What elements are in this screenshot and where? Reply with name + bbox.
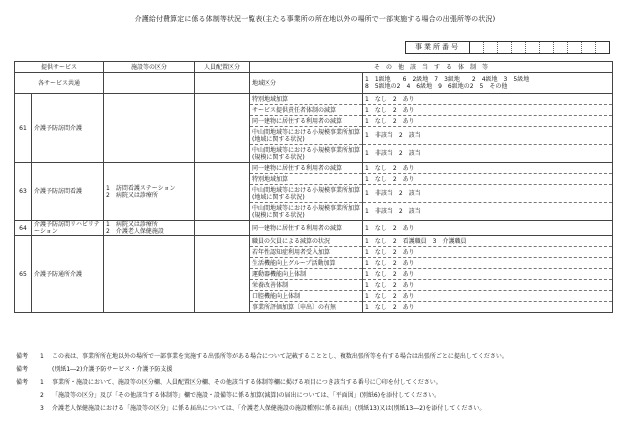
header-service: 提供サービス xyxy=(15,62,104,73)
header-staffing: 人員配置区分 xyxy=(195,62,250,73)
facility-options[interactable] xyxy=(104,94,195,163)
facility-options[interactable] xyxy=(104,236,195,313)
staffing-cell[interactable] xyxy=(195,236,250,313)
region-values xyxy=(363,73,613,94)
item-options[interactable]: 1 なし 2 あり xyxy=(363,94,613,105)
notes-section xyxy=(16,350,616,415)
service-code: 65 xyxy=(15,236,32,313)
office-number-label: 事業所番号 xyxy=(406,42,470,53)
note-index: 2 xyxy=(40,392,44,399)
item-options[interactable]: 1 非該当 2 該当 xyxy=(363,127,613,145)
item-options[interactable]: 1 なし 2 あり xyxy=(363,269,613,280)
item-label: 栄養改善体制 xyxy=(250,280,363,291)
item-label: 事業所評価加算〔申出〕の有無 xyxy=(250,302,363,313)
header-other: そ の 他 該 当 す る 体 制 等 xyxy=(250,62,613,73)
common-staffing xyxy=(195,73,250,94)
item-options[interactable]: 1 非該当 2 該当 xyxy=(363,185,613,203)
item-label: 若年性認知症利用者受入加算 xyxy=(250,247,363,258)
service-name: 介護予防通所介護 xyxy=(32,236,104,313)
item-options[interactable]: 1 なし 2 あり xyxy=(363,105,613,116)
status-table xyxy=(14,61,613,313)
item-label: 中山間地域等における小規模事業所加算(規模に関する状況) xyxy=(250,145,363,163)
item-options[interactable]: 1 なし 2 あり xyxy=(363,163,613,174)
document-title: 介護給付費算定に係る体制等状況一覧表(主たる事業所の所在地以外の場所で一部実施する場合の出張所等の状況) xyxy=(134,15,496,23)
note-item xyxy=(16,402,616,415)
item-label: 職員の欠員による減算の状況 xyxy=(250,236,363,247)
note-item xyxy=(16,376,616,389)
item-options[interactable]: 1 なし 2 あり xyxy=(363,302,613,313)
item-options[interactable]: 1 なし 2 あり xyxy=(363,174,613,185)
note-text: この表は、事業所所在地以外の場所で一部事業を実施する出張所等がある場合について記載することとし、複数出張所等を有する場合は出張所ごとに提出してください。 xyxy=(52,353,508,360)
common-label: 各サービス共通 xyxy=(15,73,104,94)
table-row xyxy=(15,236,613,247)
item-label: サービス提供責任者体制の減算 xyxy=(250,105,363,116)
note-text: (別紙1―2)介護予防サービス・介護予防支援 xyxy=(52,366,173,373)
item-options[interactable]: 1 なし 2 あり xyxy=(363,247,613,258)
item-label: 同一建物に居住する利用者の減算 xyxy=(250,163,363,174)
item-label: 同一建物に居住する利用者の減算 xyxy=(250,221,363,236)
facility-options[interactable]: 1 訪問看護ステーション 2 病院又は診療所 xyxy=(104,163,195,221)
service-code: 64 xyxy=(15,221,32,236)
item-label: 特別地域加算 xyxy=(250,94,363,105)
table-row xyxy=(15,94,613,105)
note-item xyxy=(16,363,616,376)
note-item xyxy=(16,350,616,363)
office-number-box xyxy=(405,41,610,54)
item-label: 特別地域加算 xyxy=(250,174,363,185)
item-options[interactable]: 1 なし 2 あり xyxy=(363,221,613,236)
note-text: 「施設等の区分」及び「その他該当する体制等」欄で施設・設備等に係る加算(減算)の届出については、「平面図」(別紙6)を添付してください。 xyxy=(52,392,441,399)
item-options[interactable]: 1 なし 2 あり xyxy=(363,291,613,302)
facility-options[interactable]: 1 病院又は診療所 2 介護老人保健施設 xyxy=(104,221,195,236)
staffing-cell[interactable] xyxy=(195,163,250,221)
item-options[interactable]: 1 なし 2 あり xyxy=(363,258,613,269)
note-index: 1 xyxy=(40,379,44,386)
table-row xyxy=(15,221,613,236)
service-name: 介護予防訪問リハビリテーション xyxy=(32,221,104,236)
common-facility xyxy=(104,73,195,94)
item-options[interactable]: 1 非該当 2 該当 xyxy=(363,203,613,221)
note-text: 介護老人保健施設における「施設等の区分」に係る届出については、「介護老人保健施設の施設種別に係る届出」(別紙13)又は(別紙13―2)を添付してください。 xyxy=(52,405,486,412)
staffing-cell[interactable] xyxy=(195,94,250,163)
note-item xyxy=(16,389,616,402)
region-values-line1: 1 1級地 6 2級地 7 3級地 2 4級地 3 5級地 xyxy=(365,76,530,83)
note-label: 備考 xyxy=(16,366,29,373)
common-item: 地域区分 xyxy=(250,73,363,94)
region-values-line2: 8 5級地の2 4 6級地 9 6級地の2 5 その他 xyxy=(365,83,508,90)
item-options[interactable]: 1 なし 2 看護職員 3 介護職員 xyxy=(363,236,613,247)
item-label: 中山間地域等における小規模事業所加算(地域に関する状況) xyxy=(250,127,363,145)
staffing-cell[interactable] xyxy=(195,221,250,236)
header-facility: 施設等の区分 xyxy=(104,62,195,73)
item-label: 口腔機能向上体制 xyxy=(250,291,363,302)
service-code: 61 xyxy=(15,94,32,163)
item-label: 同一建物に居住する利用者の減算 xyxy=(250,116,363,127)
common-row xyxy=(15,73,613,94)
office-number-cells[interactable] xyxy=(470,42,609,53)
note-label: 備考 xyxy=(16,353,29,360)
note-index: 3 xyxy=(40,405,44,412)
item-options[interactable]: 1 なし 2 あり xyxy=(363,280,613,291)
note-index: 1 xyxy=(40,353,44,360)
note-label: 備考 xyxy=(16,379,29,386)
item-options[interactable]: 1 非該当 2 該当 xyxy=(363,145,613,163)
item-label: 運動器機能向上体制 xyxy=(250,269,363,280)
item-options[interactable]: 1 なし 2 あり xyxy=(363,116,613,127)
service-code: 63 xyxy=(15,163,32,221)
item-label: 中山間地域等における小規模事業所加算(規模に関する状況) xyxy=(250,203,363,221)
header-row xyxy=(15,62,613,73)
table-row xyxy=(15,163,613,174)
item-label: 中山間地域等における小規模事業所加算(地域に関する状況) xyxy=(250,185,363,203)
note-text: 事業所・施設において、施設等の区分欄、人員配置区分欄、その他該当する体制等欄に掲げる項目につき該当する番号に〇印を付してください。 xyxy=(52,379,442,386)
service-name: 介護予防訪問看護 xyxy=(32,163,104,221)
item-label: 生活機能向上グループ活動加算 xyxy=(250,258,363,269)
service-name: 介護予防訪問介護 xyxy=(32,94,104,163)
